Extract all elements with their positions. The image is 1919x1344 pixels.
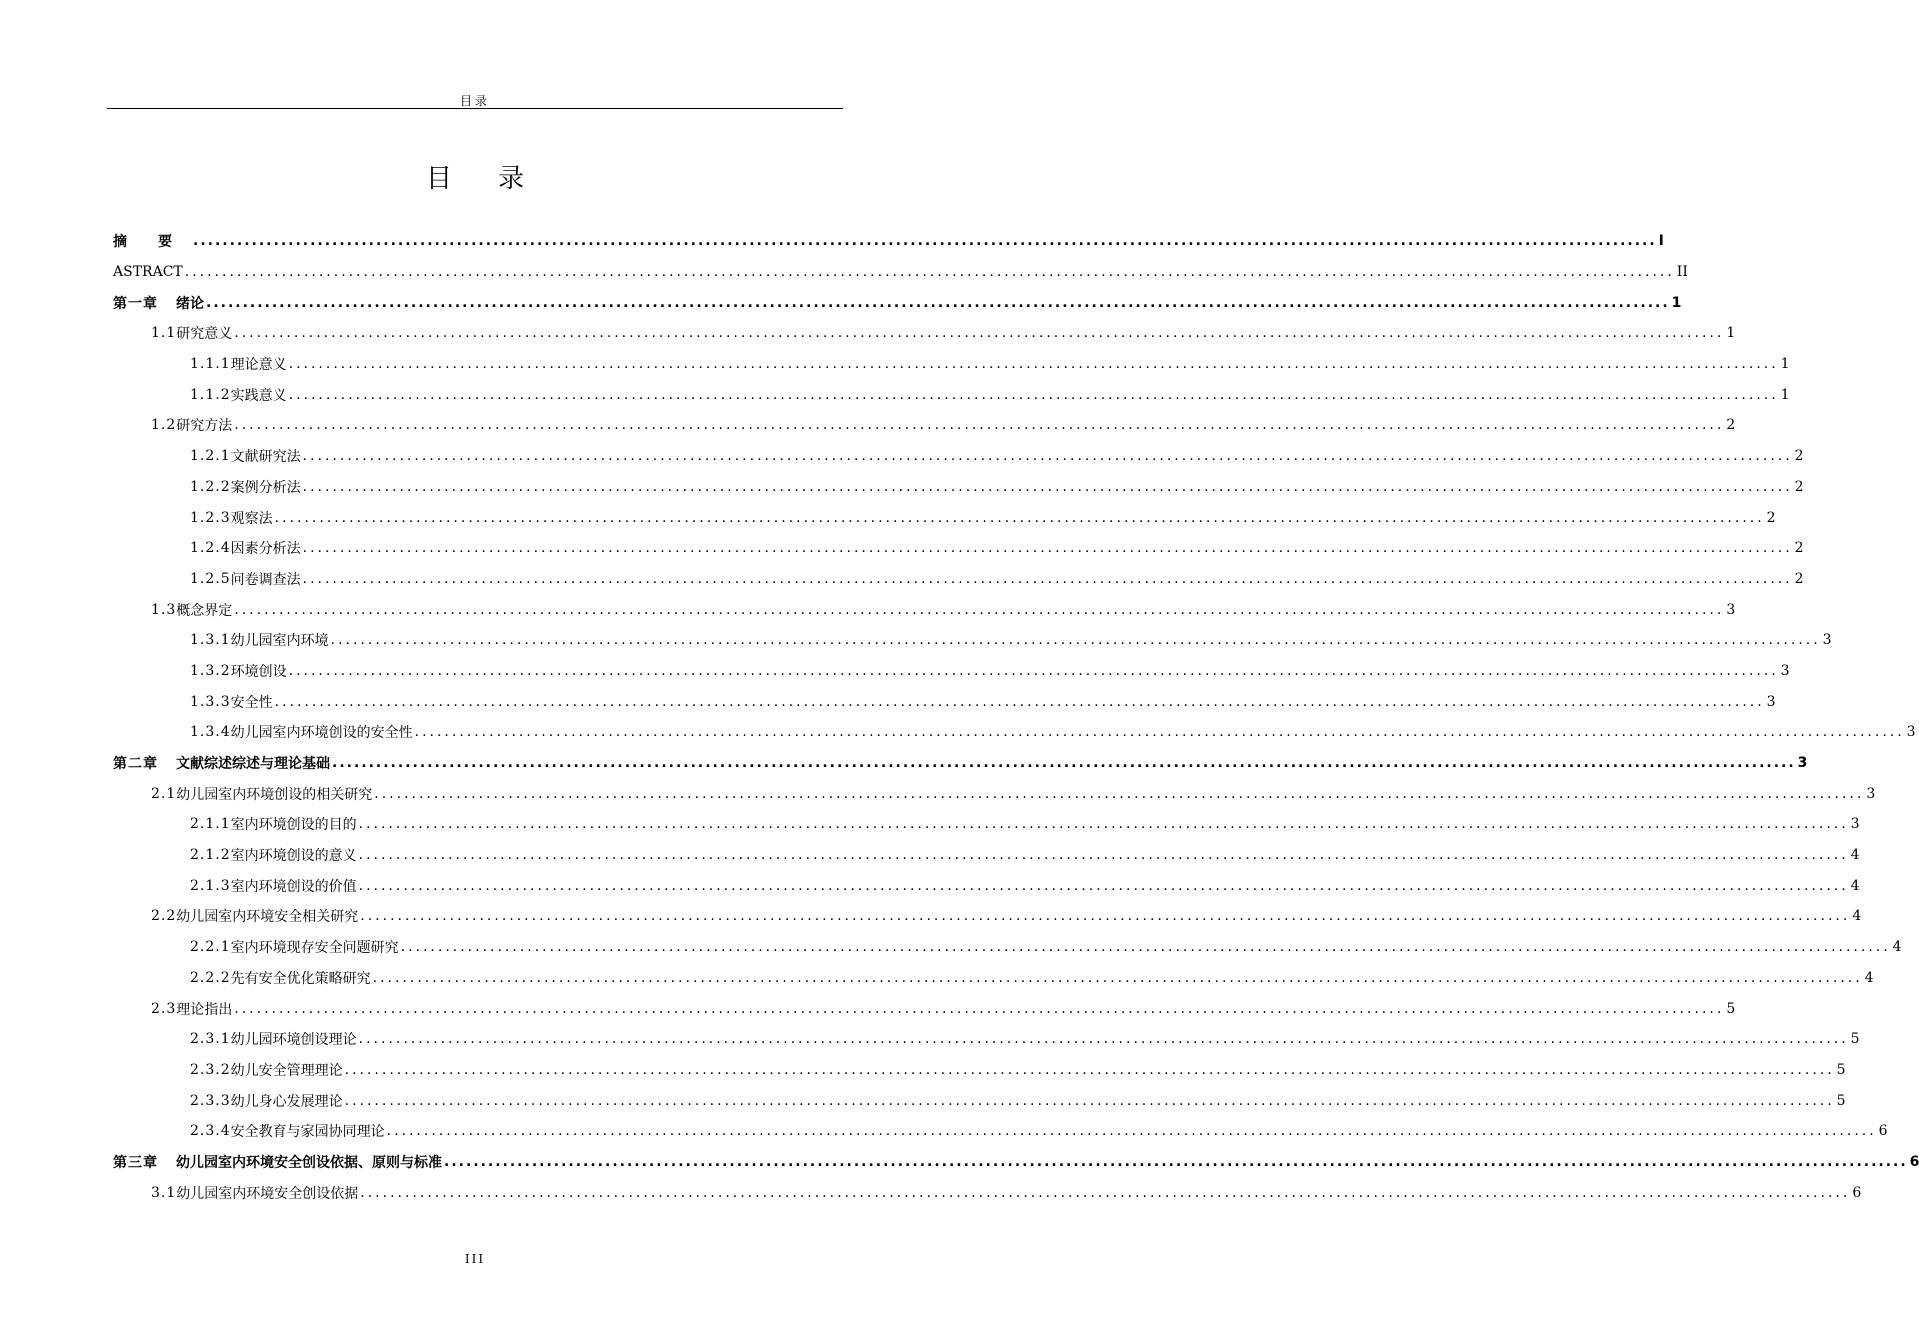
toc-entry[interactable]	[113, 1177, 1862, 1208]
toc-entry-page: 3	[1906, 724, 1916, 741]
toc-leader-dots: ........................................................................................................................................................................................................	[360, 1184, 1851, 1201]
toc-entry[interactable]	[113, 748, 1808, 779]
toc-leader-dots: ........................................................................................................................................................................................................	[302, 540, 1793, 557]
toc-leader-dots: ........................................................................................................................................................................................................	[358, 877, 1849, 894]
toc-entry-page: 3	[1766, 693, 1776, 710]
toc-entry-page: 1	[1780, 356, 1790, 373]
toc-entry-number: 1.2.3	[190, 509, 231, 526]
toc-entry-page: 1	[1671, 294, 1682, 311]
toc-entry-number: 2.3.2	[190, 1061, 231, 1078]
toc-leader-dots: ........................................................................................................................................................................................................	[288, 386, 1779, 403]
toc-entry-title: 室内环境创设的意义	[230, 848, 357, 865]
toc-entry-number: 1.2.1	[190, 448, 231, 465]
page-title-left: 目	[425, 164, 452, 194]
toc-entry[interactable]	[113, 594, 1736, 625]
toc-entry-title: 幼儿园室内环境安全创设依据、原则与标准	[176, 1154, 442, 1171]
toc-entry[interactable]	[113, 318, 1736, 349]
page-title	[0, 158, 950, 195]
toc-entry-page: 2	[1766, 509, 1776, 526]
toc-leader-dots: ........................................................................................................................................................................................................	[400, 939, 1891, 956]
toc-entry-number: 1.2.2	[190, 478, 231, 495]
toc-leader-dots: ........................................................................................................................................................................................................	[302, 570, 1793, 587]
toc-entry-title: 幼儿身心发展理论	[230, 1093, 343, 1110]
toc-entry[interactable]	[113, 1055, 1846, 1086]
page-number: III	[464, 1252, 486, 1266]
toc-leader-dots: ........................................................................................................................................................................................................	[234, 1000, 1725, 1017]
toc-entry-number: 1.1	[151, 325, 177, 342]
toc-leader-dots: ........................................................................................................................................................................................................	[274, 693, 1765, 710]
toc-entry[interactable]	[113, 778, 1876, 809]
toc-entry-number: 2.3.4	[190, 1123, 231, 1140]
toc-entry[interactable]	[113, 686, 1776, 717]
toc-entry-number: 1.2.5	[190, 570, 231, 587]
running-header: 目录	[459, 94, 490, 108]
toc-entry-title: 研究意义	[176, 326, 233, 343]
toc-leader-dots: ........................................................................................................................................................................................................	[184, 264, 1675, 281]
toc-entry[interactable]	[113, 502, 1776, 533]
toc-entry-title: 室内环境创设的价值	[230, 878, 357, 895]
toc-leader-dots: ........................................................................................................................................................................................................	[330, 632, 1821, 649]
toc-entry[interactable]	[113, 1085, 1846, 1116]
toc-leader-dots: ........................................................................................................................................................................................................	[444, 1153, 1908, 1170]
toc-entry-title: 问卷调查法	[230, 571, 301, 588]
toc-entry-title: 幼儿安全管理理论	[230, 1062, 343, 1079]
toc-entry[interactable]	[113, 901, 1862, 932]
toc-entry-title: 幼儿园室内环境	[230, 633, 329, 650]
toc-leader-dots: ........................................................................................................................................................................................................	[358, 1031, 1849, 1048]
toc-entry-number: 第二章	[113, 756, 158, 773]
toc-entry-page: 4	[1850, 877, 1860, 894]
toc-entry-page: 5	[1836, 1061, 1846, 1078]
toc-entry-number: 1.2.4	[190, 540, 231, 557]
toc-entry-number: 2.2.2	[190, 969, 231, 986]
toc-entry[interactable]	[113, 1147, 1919, 1178]
toc-entry-page: 6	[1852, 1184, 1862, 1201]
toc-entry-title: 安全教育与家园协同理论	[230, 1124, 385, 1141]
page-title-right: 录	[498, 164, 525, 194]
toc-entry-number: 2.3.1	[190, 1031, 231, 1048]
toc-leader-dots: ........................................................................................................................................................................................................	[288, 356, 1779, 373]
toc-entry[interactable]	[113, 840, 1860, 871]
table-of-contents	[113, 226, 1919, 1208]
toc-leader-dots: ........................................................................................................................................................................................................	[358, 816, 1849, 833]
toc-entry[interactable]	[113, 441, 1804, 472]
toc-entry-number: 1.1.1	[190, 356, 231, 373]
toc-entry-page: 1	[1726, 325, 1736, 342]
toc-entry[interactable]	[113, 287, 1682, 318]
toc-entry-title: 文献综述综述与理论基础	[176, 756, 330, 773]
toc-entry[interactable]	[113, 656, 1790, 687]
toc-entry-page: 2	[1794, 540, 1804, 557]
toc-entry-title: 室内环境创设的目的	[230, 817, 357, 834]
toc-entry-title: ASTRACT	[113, 264, 183, 281]
toc-leader-dots: ........................................................................................................................................................................................................	[386, 1123, 1877, 1140]
toc-entry-title: 观察法	[230, 510, 273, 527]
toc-entry-title: 先有安全优化策略研究	[230, 970, 371, 987]
toc-leader-dots: ........................................................................................................................................................................................................	[344, 1061, 1835, 1078]
toc-entry-title: 案例分析法	[230, 479, 301, 496]
toc-entry[interactable]	[113, 1116, 1888, 1147]
toc-entry-number: 2.1.3	[190, 877, 231, 894]
toc-entry[interactable]	[113, 625, 1832, 656]
toc-entry-number: 1.3.1	[190, 632, 231, 649]
toc-entry-title: 因素分析法	[230, 541, 301, 558]
toc-entry-title: 理论指出	[176, 1001, 233, 1018]
toc-entry[interactable]	[113, 932, 1902, 963]
toc-entry[interactable]	[113, 564, 1804, 595]
toc-entry-page: 5	[1726, 1000, 1736, 1017]
toc-entry[interactable]	[113, 870, 1860, 901]
toc-leader-dots: ........................................................................................................................................................................................................	[358, 847, 1849, 864]
toc-entry-title: 绪论	[176, 295, 204, 312]
toc-entry[interactable]	[113, 963, 1874, 994]
toc-leader-dots: ........................................................................................................................................................................................................	[332, 755, 1796, 772]
toc-leader-dots: ........................................................................................................................................................................................................	[206, 294, 1670, 311]
toc-entry-number: 1.3	[151, 601, 177, 618]
toc-entry-title: 幼儿园室内环境安全创设依据	[176, 1185, 359, 1202]
toc-leader-dots: ........................................................................................................................................................................................................	[360, 908, 1851, 925]
toc-entry-title: 实践意义	[230, 387, 287, 404]
toc-entry-title: 安全性	[230, 694, 273, 711]
toc-entry-title: 幼儿园室内环境创设的相关研究	[176, 786, 373, 803]
toc-entry-page: 4	[1850, 847, 1860, 864]
toc-entry-number: 2.2	[151, 908, 177, 925]
toc-leader-dots: ........................................................................................................................................................................................................	[234, 417, 1725, 434]
toc-entry-page: 3	[1822, 632, 1832, 649]
toc-entry-page: 4	[1892, 939, 1902, 956]
toc-entry[interactable]	[113, 472, 1804, 503]
toc-entry-page: 3	[1850, 816, 1860, 833]
toc-entry-number: 2.1.2	[190, 847, 231, 864]
toc-entry[interactable]	[113, 410, 1736, 441]
toc-entry-page: 3	[1726, 601, 1736, 618]
toc-entry-page: 2	[1726, 417, 1736, 434]
toc-entry[interactable]	[113, 717, 1916, 748]
toc-entry-title: 幼儿园室内环境创设的安全性	[230, 725, 413, 742]
toc-entry-page: 2	[1794, 448, 1804, 465]
toc-leader-dots: ........................................................................................................................................................................................................	[302, 478, 1793, 495]
toc-entry-number: 2.2.1	[190, 939, 231, 956]
toc-entry[interactable]	[113, 349, 1790, 380]
toc-entry-page: 3	[1780, 662, 1790, 679]
toc-entry-page: 2	[1794, 478, 1804, 495]
toc-entry-page: 6	[1909, 1153, 1919, 1170]
toc-entry-title: 幼儿园室内环境安全相关研究	[176, 909, 359, 926]
toc-entry-number: 1.3.4	[190, 724, 231, 741]
toc-leader-dots: ........................................................................................................................................................................................................	[288, 662, 1779, 679]
toc-leader-dots: ........................................................................................................................................................................................................	[274, 509, 1765, 526]
toc-entry[interactable]	[113, 257, 1688, 288]
header-rule	[107, 108, 843, 109]
toc-entry-number: 3.1	[151, 1184, 177, 1201]
toc-leader-dots: ........................................................................................................................................................................................................	[372, 969, 1863, 986]
toc-entry-number: 第一章	[113, 295, 158, 312]
toc-entry-number: 2.1	[151, 785, 177, 802]
toc-entry[interactable]	[113, 809, 1860, 840]
toc-entry-number: 1.3.2	[190, 662, 231, 679]
toc-entry-page: 5	[1850, 1031, 1860, 1048]
toc-entry-title: 室内环境现存安全问题研究	[230, 940, 399, 957]
toc-entry-title: 研究方法	[176, 418, 233, 435]
toc-entry-number: 1.2	[151, 417, 177, 434]
toc-entry-number: 1.3.3	[190, 693, 231, 710]
toc-entry-page: 6	[1878, 1123, 1888, 1140]
toc-entry-title: 概念界定	[176, 602, 233, 619]
toc-entry-page: 5	[1836, 1092, 1846, 1109]
toc-entry-page: I	[1658, 233, 1664, 250]
toc-entry-page: 4	[1852, 908, 1862, 925]
toc-entry-page: 3	[1797, 755, 1808, 772]
toc-entry-title: 幼儿园环境创设理论	[230, 1032, 357, 1049]
toc-entry-title: 文献研究法	[230, 449, 301, 466]
toc-entry-page: 3	[1866, 785, 1876, 802]
toc-entry[interactable]	[113, 993, 1736, 1024]
toc-entry[interactable]	[113, 1024, 1860, 1055]
toc-entry-number: 2.1.1	[190, 816, 231, 833]
toc-entry-page: 1	[1780, 386, 1790, 403]
toc-entry-number: 2.3.3	[190, 1092, 231, 1109]
toc-entry[interactable]	[113, 226, 1664, 257]
toc-entry-number: 2.3	[151, 1000, 177, 1017]
toc-entry-number: 第三章	[113, 1154, 158, 1171]
toc-entry[interactable]	[113, 533, 1804, 564]
toc-leader-dots: ........................................................................................................................................................................................................	[374, 785, 1865, 802]
toc-entry-title: 环境创设	[230, 663, 287, 680]
toc-leader-dots: ........................................................................................................................................................................................................	[344, 1092, 1835, 1109]
toc-leader-dots: ........................................................................................................................................................................................................	[234, 325, 1725, 342]
toc-entry[interactable]	[113, 379, 1790, 410]
toc-leader-dots: ........................................................................................................................................................................................................	[414, 724, 1905, 741]
toc-entry-number: 摘 要	[113, 234, 173, 251]
toc-entry-page: 4	[1864, 969, 1874, 986]
toc-entry-page: II	[1676, 264, 1688, 281]
toc-leader-dots: ........................................................................................................................................................................................................	[302, 448, 1793, 465]
toc-entry-number: 1.1.2	[190, 386, 231, 403]
toc-leader-dots: ........................................................................................................................................................................................................	[234, 601, 1725, 618]
toc-entry-page: 2	[1794, 570, 1804, 587]
toc-entry-title: 理论意义	[230, 357, 287, 374]
toc-leader-dots: ........................................................................................................................................................................................................	[193, 233, 1657, 250]
